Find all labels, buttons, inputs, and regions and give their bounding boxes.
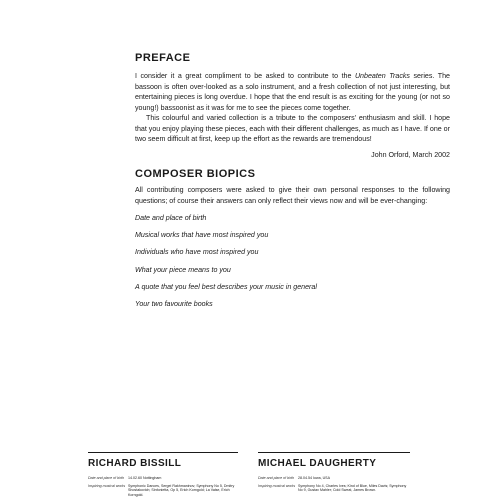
composer-2-rule — [258, 452, 410, 453]
bio-value: 14.02.60 Nottingham — [128, 476, 162, 480]
question-item: A quote that you feel best describes your music in general — [135, 282, 317, 291]
preface-signature: John Orford, March 2002 — [371, 151, 450, 159]
composer-2-bio — [258, 476, 410, 496]
bio-label: Inspiring musical works — [258, 483, 296, 488]
question-item: Your two favourite books — [135, 299, 213, 308]
question-item: Individuals who have most inspired you — [135, 248, 259, 257]
composer-1-rule — [88, 452, 238, 453]
questions-list — [135, 213, 317, 316]
question-item: Musical works that have most inspired you — [135, 231, 269, 240]
bio-row — [258, 476, 410, 481]
bio-label: Date and place of birth — [258, 476, 295, 480]
bio-row — [88, 484, 238, 498]
series-title: Unbeaten Tracks — [354, 72, 410, 80]
preface-heading: PREFACE — [135, 52, 191, 64]
bio-label: Date and place of birth — [88, 476, 125, 480]
preface-paragraph-1 — [135, 71, 450, 113]
bio-value: 28.04.54 Iowa, USA — [298, 476, 330, 480]
bio-value: Symphony No 4, Charles Ives; Kind of Blue, Miles Davis; Symphony No 9, Gustav Mahler; Cold Sweat, James Brown. — [298, 483, 407, 493]
preface-paragraph-2: This colourful and varied collection is a tribute to the composers' enthusiasm and skill. I hope that you enjoy playing these pieces, each with their different challenges, as much as I have. If one or two seem difficult at first, keep up the effort as the rewards are tremendous! — [135, 114, 450, 143]
preface-p1-start: I consider it a great compliment to be asked to contribute to the — [135, 72, 355, 80]
composer-1-bio — [88, 476, 238, 501]
composer-2-name: MICHAEL DAUGHERTY — [258, 458, 377, 469]
bio-label: Inspiring musical works — [88, 483, 126, 488]
bio-row — [88, 476, 238, 481]
biopics-heading: COMPOSER BIOPICS — [135, 168, 256, 180]
bio-row — [258, 484, 410, 493]
biopics-intro: All contributing composers were asked to give their own personal responses to the following questions; of course their answers can only reflect their views now and will be ever-changing: — [135, 186, 450, 205]
preface-p1-end: series. The bassoon is often over-looked as a solo instrument, and a fresh collection of not just interesting, but entertaining pieces is long overdue. I hope that the end result is as exciting for the young (or not so young!) bassoonist as it was for me to see the pieces come together. — [135, 72, 450, 112]
bio-value: Symphonic Dances, Sergei Rakhmaninov; Symphony No 5, Dmitry Shostakovich; Sinfonietta, Op 5, Erich Korngold; La Valse, Erich Korngold. — [128, 483, 235, 497]
composer-1-name: RICHARD BISSILL — [88, 458, 182, 469]
question-item: What your piece means to you — [135, 265, 231, 274]
question-item: Date and place of birth — [135, 214, 207, 222]
